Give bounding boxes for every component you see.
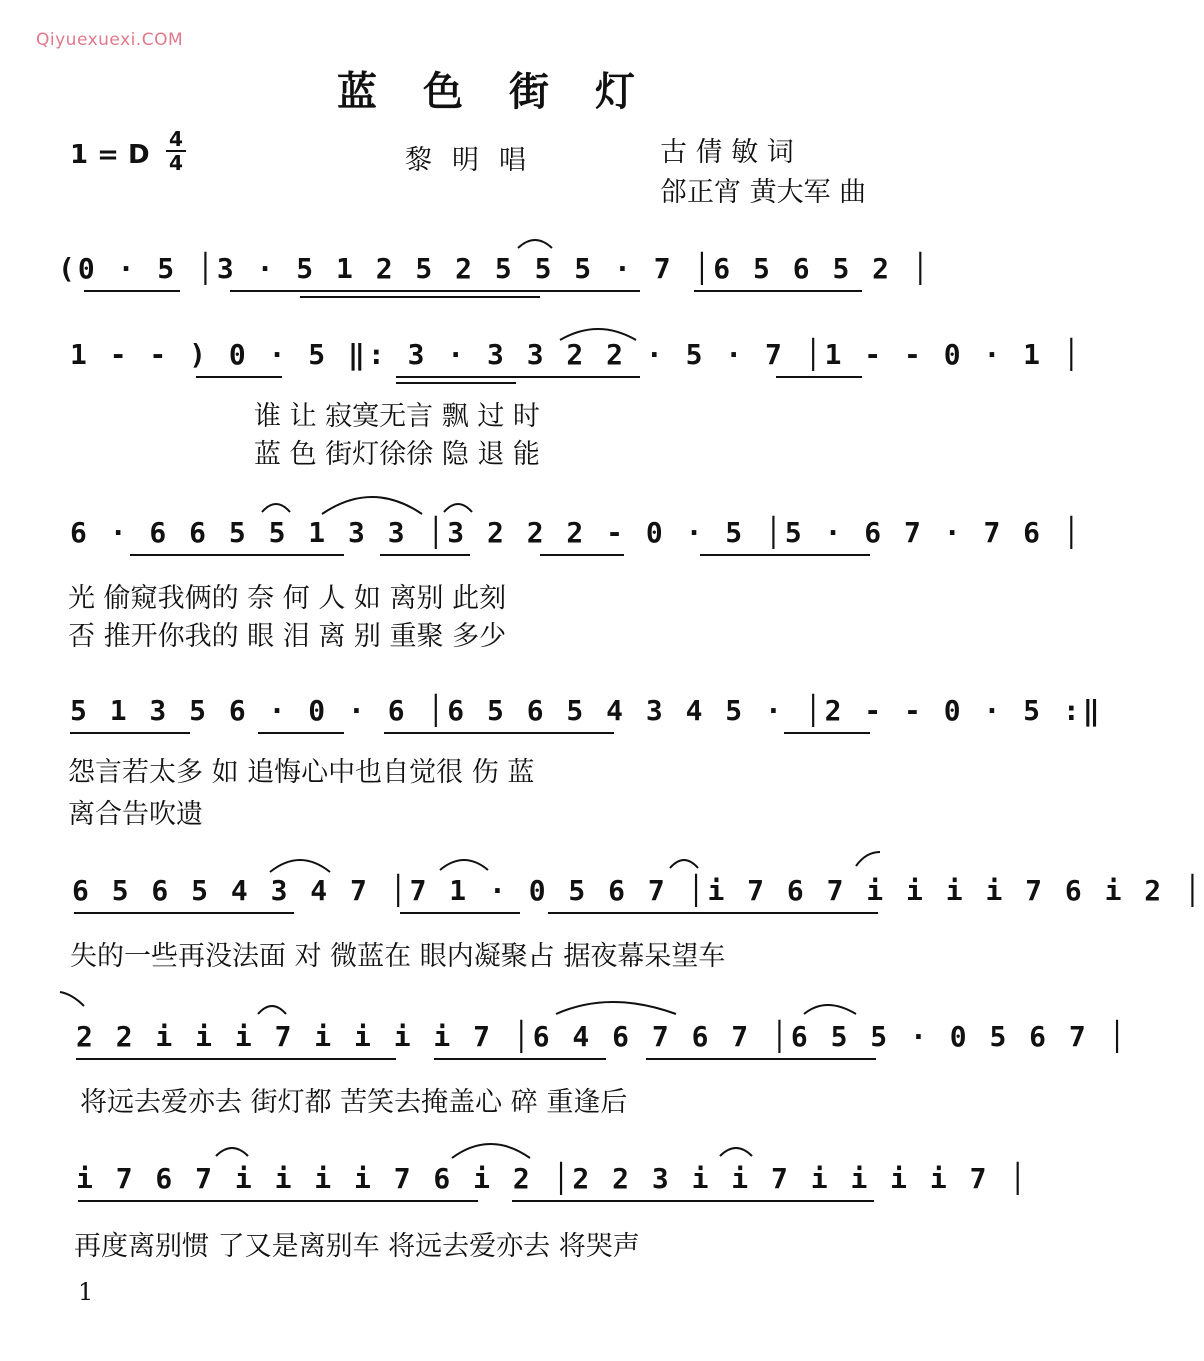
- lyric-verse-1: 谁 让 寂寞无言 飘 过 时: [254, 401, 540, 432]
- slur-arc: [262, 504, 290, 512]
- lyricist-credit: 古 倩 敏 词: [660, 137, 794, 168]
- slur-arc: [444, 504, 472, 512]
- lyric-verse-2: 离合告吹遗: [68, 799, 203, 830]
- notation-line: 6 5 6 5 4 3 4 7 │7 1 · 0 5 6 7 │i 7 6 7 i i i i 7 6 i 2 │: [72, 874, 1204, 907]
- composer-credit: 郃正宵 黄大军 曲: [660, 177, 867, 208]
- lyric-verse-1: 怨言若太多 如 追悔心中也自觉很 伤 蓝: [68, 757, 535, 788]
- notation-line: 5 1 3 5 6 · 0 · 6 │6 5 6 5 4 3 4 5 · │2 - - 0 · 5 :‖: [70, 694, 1103, 727]
- notation-line: 6 · 6 6 5 5 1 3 3 │3 2 2 2 - 0 · 5 │5 · 6 7 · 7 6 │: [70, 516, 1083, 549]
- slur-arc: [560, 329, 636, 340]
- page-number: 1: [78, 1278, 94, 1306]
- slur-arc: [440, 860, 488, 870]
- slur-arc: [322, 497, 422, 514]
- lyric-verse-1: 将远去爱亦去 街灯都 苦笑去掩盖心 碎 重逢后: [80, 1087, 628, 1118]
- notation-line: 1 - - ) 0 · 5 ‖: 3 · 3 3 2 2 · 5 · 7 │1 - - 0 · 1 │: [70, 338, 1083, 371]
- slur-arc: [452, 1144, 530, 1158]
- notation-line: (0 · 5 │3 · 5 1 2 5 2 5 5 5 · 7 │6 5 6 5 2 │: [58, 252, 932, 285]
- lyric-verse-1: 失的一些再没法面 对 微蓝在 眼内凝聚占 据夜幕呆望车: [70, 941, 726, 972]
- slur-arc: [804, 1005, 856, 1014]
- slur-arc: [856, 852, 880, 866]
- slur-arc: [670, 860, 698, 868]
- slur-arc: [60, 992, 84, 1006]
- slur-arc: [258, 1006, 286, 1014]
- lyric-verse-1: 光 偷窥我俩的 奈 何 人 如 离别 此刻: [68, 583, 507, 614]
- notation-line: i 7 6 7 i i i i 7 6 i 2 │2 2 3 i i 7 i i i i 7 │: [76, 1162, 1030, 1195]
- slur-arc: [216, 1148, 248, 1156]
- singer-credit: 黎明唱: [405, 145, 546, 176]
- time-signature-top: 4: [169, 127, 183, 151]
- lyric-verse-1: 再度离别惯 了又是离别车 将远去爱亦去 将哭声: [74, 1231, 640, 1262]
- notation-line: 2 2 i i i 7 i i i i 7 │6 4 6 7 6 7 │6 5 5 · 0 5 6 7 │: [76, 1020, 1129, 1053]
- slur-arc: [720, 1148, 752, 1156]
- lyric-verse-2: 否 推开你我的 眼 泪 离 别 重聚 多少: [68, 621, 507, 652]
- slur-arc: [270, 860, 330, 872]
- key-signature: 1 = D: [70, 140, 150, 170]
- site-watermark: Qiyuexuexi.COM: [36, 30, 184, 50]
- time-signature-bottom: 4: [169, 151, 183, 175]
- lyric-verse-2: 蓝 色 街灯徐徐 隐 退 能: [254, 439, 540, 470]
- slur-arc: [518, 240, 552, 248]
- song-title: 蓝色街灯: [337, 69, 681, 115]
- slur-arc: [556, 1002, 676, 1014]
